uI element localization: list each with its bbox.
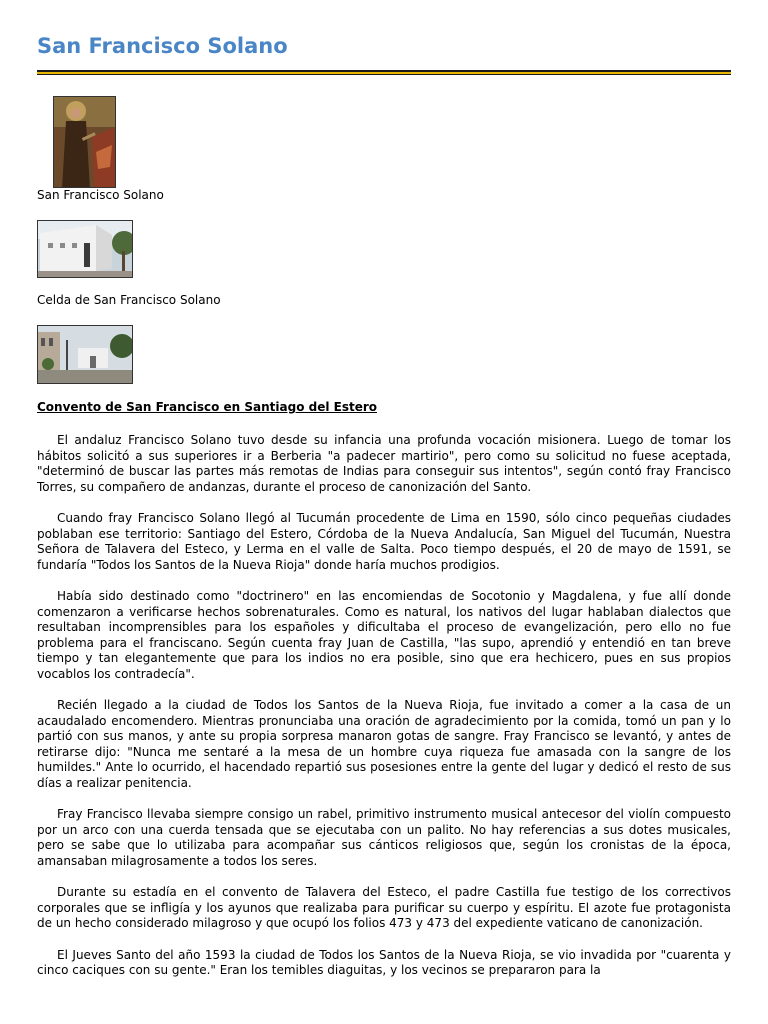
convent-courtyard-image[interactable] (37, 325, 133, 384)
paragraph: Recién llegado a la ciudad de Todos los Santos de la Nueva Rioja, fue invitado a comer a la casa de un acaudalado encomendero. Mientras pronunciaba una oración de agradecimiento por la comida, tomó un pan y lo partió con sus manos, y ante su propia sorpresa manaron gotas de sangre. Fray Francisco se levantó, y antes de retirarse dijo: "Nunca me sentaré a la mesa de un hombre cuya riqueza fue amasada con la sangre de los humildes." Ante lo ocurrido, el hacendado repartió sus posesiones entre la gente del lugar y dedicó el resto de sus días a realizar penitencia. (37, 698, 731, 791)
paragraph: El Jueves Santo del año 1593 la ciudad de Todos los Santos de la Nueva Rioja, se vio invadida por "cuarenta y cinco caciques con su gente." Eran los temibles diaguitas, y los vecinos se prepararon para la (37, 947, 731, 978)
paragraph: El andaluz Francisco Solano tuvo desde su infancia una profunda vocación misionera. Luego de tomar los hábitos solicitó a sus superiores ir a Berberia "a padecer martirio", pero como su solicitud no fuese aceptada, "determinó de buscar las partes más remotas de Indias para conseguir sus intentos", según contó fray Francisco Torres, su compañero de andanzas, durante el proceso de canonización del Santo. (37, 433, 731, 494)
paragraph: Cuando fray Francisco Solano llegó al Tucumán procedente de Lima en 1590, sólo cinco pequeñas ciudades poblaban ese territorio: Santiago del Estero, Córdoba de la Nueva Andalucía, San Miguel del Tucumán, Nuestra Señora de Talavera del Esteco, y Lerma en el valle de Salta. Poco tiempo después, el 20 de mayo de 1591, se fundaría "Todos los Santos de la Nueva Rioja" donde haría muchos prodigios. (37, 510, 731, 572)
image-caption: Celda de San Francisco Solano (37, 293, 221, 307)
section-heading: Convento de San Francisco en Santiago del Estero (37, 400, 378, 414)
title-divider (37, 70, 731, 75)
paragraph: Fray Francisco llevaba siempre consigo un rabel, primitivo instrumento musical antecesor del violín compuesto por un arco con una cuerda tensada que se ejecutaba con un palito. No hay referencias a sus dotes musicales, pero se sabe que lo utilizaba para acompañar sus cánticos religiosos que, según los cronistas de la época, amansaban milagrosamente a todos los seres. (37, 807, 731, 869)
cell-building-image[interactable] (37, 220, 133, 278)
cell-building-photo-icon (38, 221, 133, 278)
convent-courtyard-photo-icon (38, 326, 133, 384)
page-title: San Francisco Solano (37, 34, 288, 58)
image-caption: San Francisco Solano (37, 188, 164, 202)
paragraph: Había sido destinado como "doctrinero" en las encomiendas de Socotonio y Magdalena, y fue allí donde comenzaron a verificarse hechos sobrenaturales. Como es natural, los nativos del lugar hablaban dialectos que resultaban incomprensibles para los españoles y dificultaba el proceso de evangelización, pero ello no fue problema para el franciscano. Según cuenta fray Juan de Castilla, "las supo, aprendió y entendió en tan breve tiempo y tan elegantemente que para los indios no era posible, sino que era hechicero, pues en sus propios vocablos los contradecía". (37, 588, 731, 681)
saint-portrait-icon (54, 97, 116, 188)
article-body (37, 433, 731, 994)
saint-portrait-image[interactable] (53, 96, 116, 188)
paragraph: Durante su estadía en el convento de Talavera del Esteco, el padre Castilla fue testigo de los correctivos corporales que se infligía y los ayunos que realizaba para purificar su cuerpo y espíritu. El azote fue protagonista de un hecho considerado milagroso y que ocupó los folios 473 y 473 del expediente vaticano de canonización. (37, 885, 731, 931)
